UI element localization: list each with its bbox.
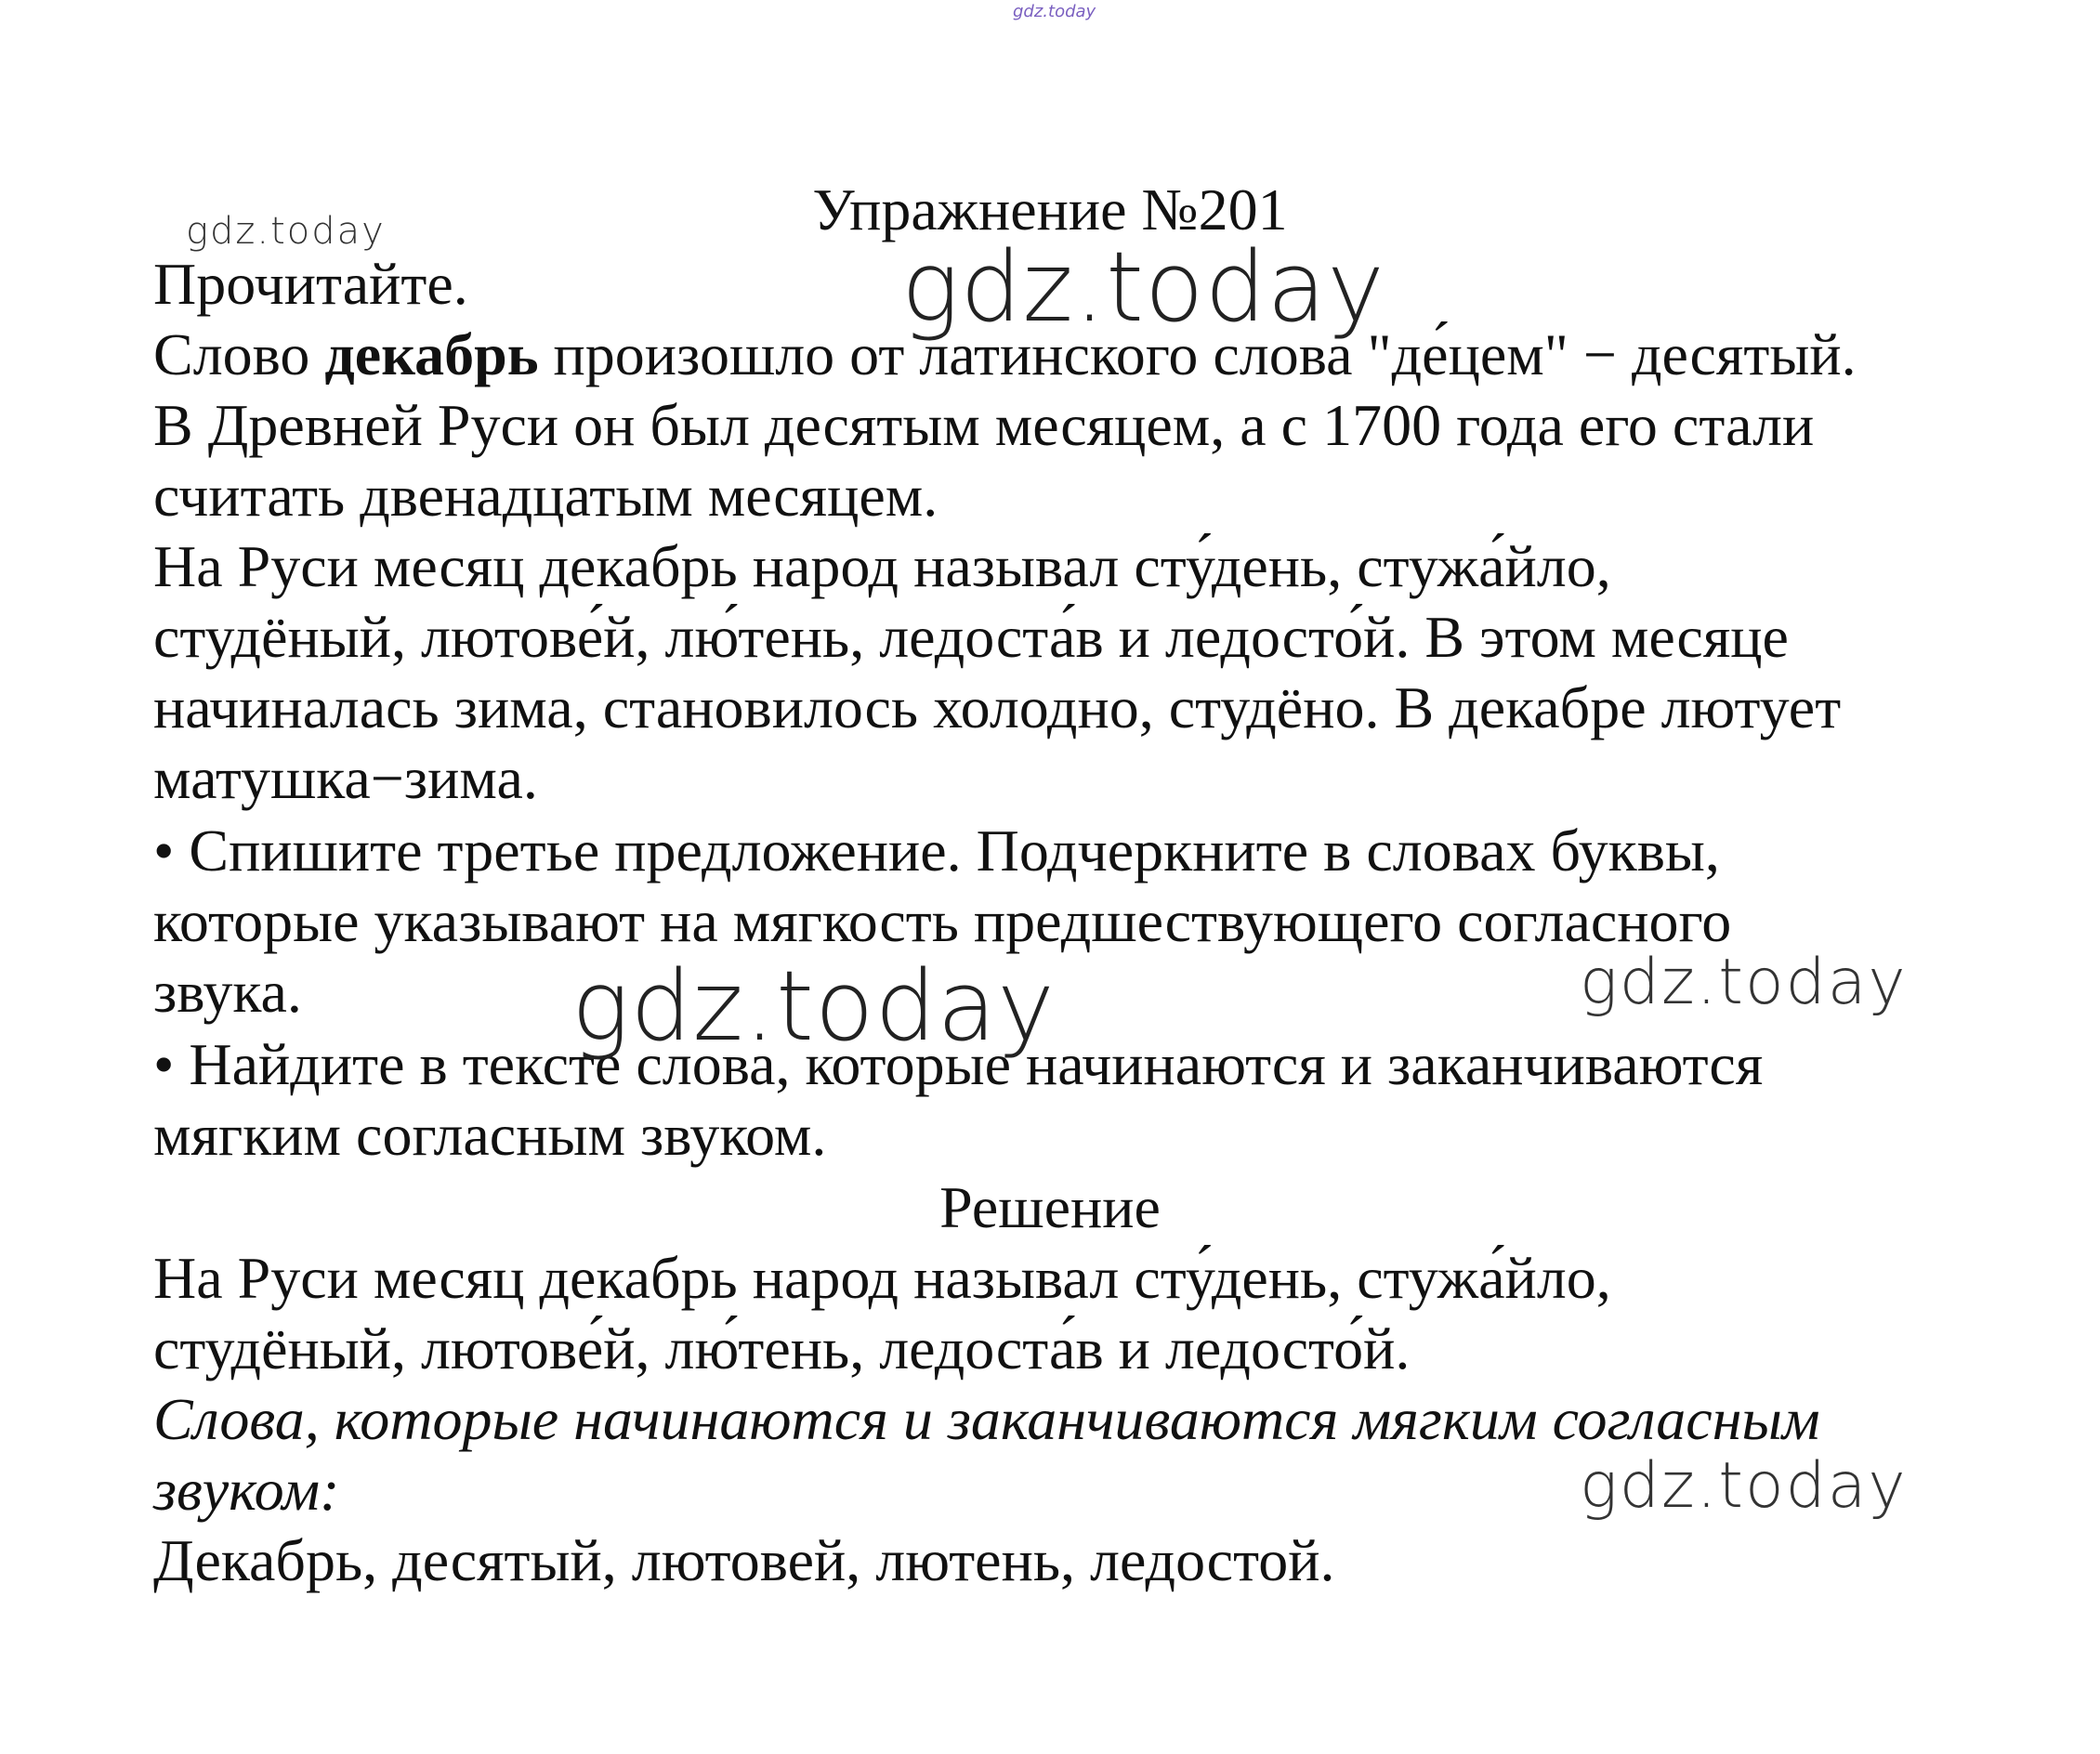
task-paragraph-line: студёный, лютове́й, лю́тень, ледоста́в и ледосто́й. В этом месяце [153,604,1789,670]
solution-italic-line: звуком: [153,1457,340,1523]
bold-word: декабрь [324,321,539,387]
watermark-medium: gdz.today [1580,946,1908,1019]
task-question-line: мягким согласным звуком. [153,1102,827,1168]
solution-answer-line: Декабрь, десятый, лютовей, лютень, ледостой. [153,1527,1335,1593]
task-paragraph-line: считать двенадцатым месяцем. [153,463,938,529]
task-question-line: которые указывают на мягкость предшествующего согласного [153,888,1732,954]
task-paragraph-line: матушка−зима. [153,745,538,811]
solution-line: На Руси месяц декабрь народ называл сту́день, стужа́йло, [153,1245,1611,1311]
watermark-medium: gdz.today [1580,1449,1908,1523]
task-question-line: звука. [153,959,302,1025]
watermark-top: gdz.today [1013,2,1096,21]
task-question-line: • Спишите третье предложение. Подчеркните в словах буквы, [153,818,1720,884]
watermark-small: gdz.today [186,210,386,253]
task-instruction: Прочитайте. [153,251,468,317]
task-paragraph-line: начиналась зима, становилось холодно, студёно. В декабре лютует [153,674,1842,740]
task-paragraph-line: В Древней Руси он был десятым месяцем, а с 1700 года его стали [153,392,1815,458]
task-question-line: • Найдите в тексте слова, которые начинаются и заканчиваются [153,1031,1764,1097]
solution-heading: Решение [939,1174,1161,1240]
text-fragment: произошло от латинского слова "де́цем" − десятый. [538,321,1857,387]
watermark-large: gdz.today [571,949,1056,1063]
text-fragment: Слово [153,321,325,387]
task-paragraph-line: На Руси месяц декабрь народ называл сту́день, стужа́йло, [153,533,1611,599]
solution-italic-line: Слова, которые начинаются и заканчиваются мягким согласным [153,1386,1820,1452]
exercise-title: Упражнение №201 [812,177,1288,242]
solution-line: студёный, лютове́й, лю́тень, ледоста́в и ледосто́й. [153,1316,1411,1381]
watermark-large: gdz.today [901,230,1385,344]
